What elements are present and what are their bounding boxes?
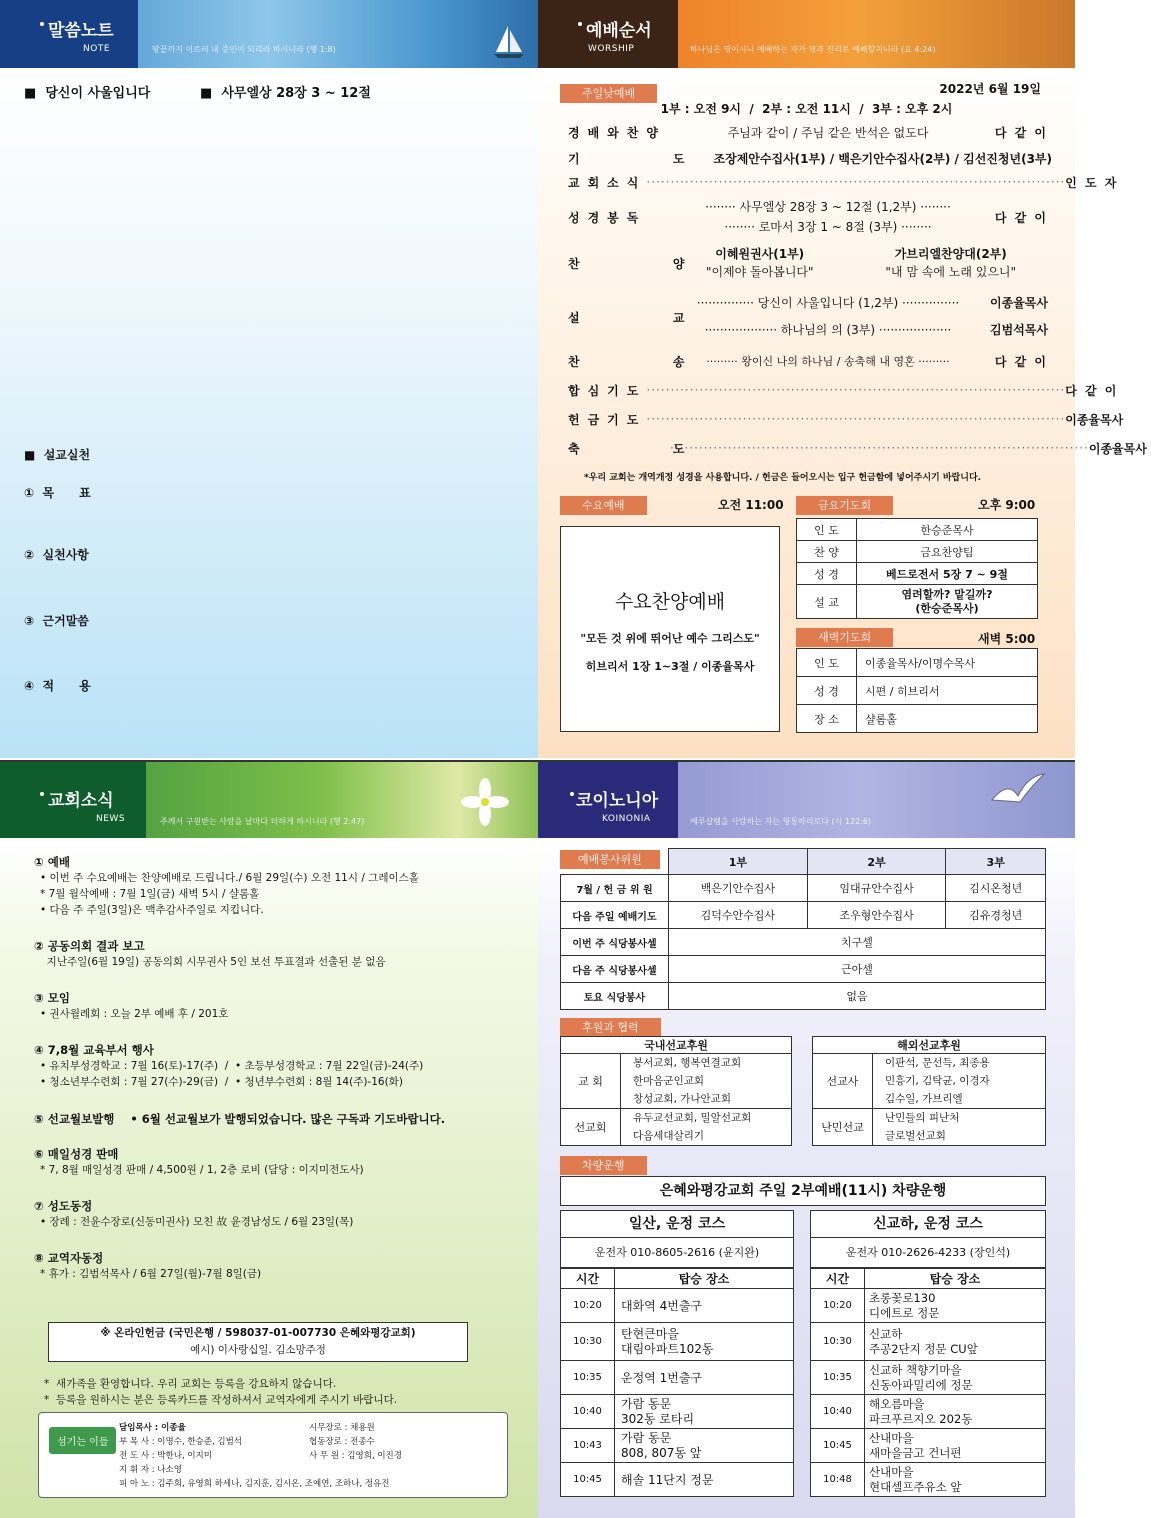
route-head xyxy=(811,1269,1046,1289)
offering-box xyxy=(48,1322,468,1362)
wed-subtitle: "모든 것 위에 뛰어난 예수 그리스도" xyxy=(580,632,760,645)
mission-val: 이판석, 문선득, 최종용 민흥기, 김탁균, 이경자 김수일, 가브리엘 xyxy=(873,1054,1046,1109)
wed-time: 오전 11:00 xyxy=(718,498,784,512)
news-item-title: ② 공동의회 결과 보고 xyxy=(34,939,145,953)
order-content: 조장제안수집사(1부) / 백은기안수집사(2부) / 김선진청년(3부) xyxy=(713,151,1052,166)
news-line: * 7, 8월 매일성경 판매 / 4,500원 / 1, 2층 로비 (담당 : 이지미전도사) xyxy=(40,1164,364,1176)
route-place: 산내마을 현대셀프주유소 앞 xyxy=(865,1463,1046,1497)
route-row xyxy=(561,1289,794,1323)
order-row xyxy=(562,348,1052,374)
order-row xyxy=(562,290,1052,344)
duty-col-3: 3부 xyxy=(946,849,1046,875)
praise-2-team: 가브리엘찬양대(2부) xyxy=(894,247,1007,261)
note-verse: 땅끝까지 이르러 내 증인이 되리라 하시니라 (행 1:8) xyxy=(152,45,336,54)
route-row xyxy=(811,1361,1046,1395)
note-title: 말씀노트 xyxy=(48,21,114,41)
route-time: 10:35 xyxy=(561,1361,615,1395)
overseas-heading: 해외선교후원 xyxy=(813,1037,1046,1054)
duty-cell: 백은기안수집사 xyxy=(669,875,808,902)
mission-overseas xyxy=(812,1036,1046,1146)
koinonia-title: 코이노니아 xyxy=(576,791,659,811)
course-title: 일산, 운정 코스 xyxy=(560,1210,794,1238)
route-head xyxy=(561,1269,794,1289)
order-leader: 다 같 이 xyxy=(994,354,1048,369)
praise-1 xyxy=(706,245,814,281)
meal-row xyxy=(561,956,1046,983)
route-row xyxy=(561,1323,794,1361)
route-time: 10:30 xyxy=(811,1323,865,1361)
dawn-val: 이종율목사/이명수목사 xyxy=(857,649,1038,677)
news-line: • 이번 주 수요예배는 찬양예배로 드립니다./ 6월 29일(수) 오전 11시 / 그레이스홀 xyxy=(40,872,419,884)
bus-title: 은혜와평강교회 주일 2부예배(11시) 차량운행 xyxy=(560,1176,1046,1206)
meal-row xyxy=(561,929,1046,956)
bus-course-1 xyxy=(560,1210,794,1497)
preacher-2: 김범석목사 xyxy=(990,323,1048,337)
fri-key: 찬 양 xyxy=(797,541,857,563)
route-place: 산내마을 새마을금고 건너편 xyxy=(865,1429,1046,1463)
driver-info: 운전자 010-2626-4233 (장인석) xyxy=(810,1238,1046,1268)
duty-col-2: 2부 xyxy=(807,849,946,875)
route-time: 10:45 xyxy=(811,1429,865,1463)
dawn-time: 새벽 5:00 xyxy=(978,632,1036,646)
news-line: * 휴가 : 김범석목사 / 6월 27일(월)-7월 8일(금) xyxy=(40,1268,262,1280)
duty-col-1: 1부 xyxy=(669,849,808,875)
order-row xyxy=(562,377,1119,403)
route-time: 10:35 xyxy=(811,1361,865,1395)
route-time: 10:30 xyxy=(561,1323,615,1361)
news-item xyxy=(34,1146,364,1178)
dawn-key: 인 도 xyxy=(797,649,857,677)
order-leader: 다 같 이 xyxy=(1065,383,1119,398)
sailboat-icon xyxy=(490,22,530,62)
order-row xyxy=(562,435,1147,461)
route-row xyxy=(811,1463,1046,1497)
staff-line: 사 무 원 : 김영희, 이진경 xyxy=(309,1451,402,1461)
duty-row xyxy=(561,875,1046,902)
koinonia-panel xyxy=(538,760,1075,1518)
note-subtitle: NOTE xyxy=(83,44,111,54)
mission-key: 교 회 xyxy=(561,1054,621,1109)
staff-box xyxy=(38,1412,508,1498)
news-item-title: ① 예배 xyxy=(34,855,70,869)
worship-verse: 하나님은 영이시니 예배하는 자가 영과 진리로 예배할지니라 (요 4:24) xyxy=(690,45,936,54)
meal-cell: 근아셀 xyxy=(669,956,1046,983)
action-label: ② 실천사항 xyxy=(24,548,89,562)
staff-line: 피 아 노 : 김주희, 유영희 하세나, 김지훈, 김시온, 조예연, 조하나, 정유진 xyxy=(119,1479,390,1489)
order-content: ········· 왕이신 나의 하나님 / 송축해 내 영혼 ········· xyxy=(706,355,950,368)
domestic-heading: 국내선교후원 xyxy=(561,1037,792,1054)
order-label: 성경봉독 xyxy=(568,210,647,225)
news-line: • 다음 주 주일(3일)은 맥추감사주일로 지킵니다. xyxy=(40,904,264,916)
duty-cell: 김유경청년 xyxy=(946,902,1046,929)
route-place: 신교하 책향기마을 신동아파밀리에 정문 xyxy=(865,1361,1046,1395)
news-item xyxy=(34,938,386,970)
goal-label: ① 목 표 xyxy=(24,486,91,500)
order-label: 축 도 xyxy=(568,441,693,456)
duty-tab-label: 예배봉사위원 xyxy=(560,850,660,869)
order-leader: 인 도 자 xyxy=(1065,175,1119,190)
news-verse: 주께서 구원받는 사람을 날마다 더하게 하시니라 (행 2:47) xyxy=(160,817,365,826)
fri-row xyxy=(797,541,1038,563)
staff-line: 협동장로 : 전종수 xyxy=(309,1437,375,1447)
koinonia-title-box xyxy=(538,762,678,838)
fri-tab xyxy=(796,494,893,515)
mission-val: 난민들의 피난처 글로벌선교회 xyxy=(873,1109,1046,1146)
dot-icon xyxy=(40,22,44,26)
news-line: • 장례 : 전윤수장로(신동미권사) 모친 故 윤경남성도 / 6월 23일(목) xyxy=(40,1216,354,1228)
mission-tab-label: 후원과 협력 xyxy=(560,1018,661,1037)
mission-key: 선교사 xyxy=(813,1054,873,1109)
duty-header-row xyxy=(561,849,1046,875)
dawn-val: 시편 / 히브리서 xyxy=(857,677,1038,705)
praise-2 xyxy=(885,245,1016,281)
fri-key: 설 교 xyxy=(797,585,857,619)
route-row xyxy=(811,1429,1046,1463)
meal-key: 토요 식당봉사 xyxy=(561,983,669,1010)
news-panel xyxy=(0,760,538,1518)
worship-notice: *우리 교회는 개역개정 성경을 사용합니다. / 헌금은 들어오시는 입구 헌금함에 넣어주시기 바랍니다. xyxy=(584,473,982,483)
meal-key: 다음 주 식당봉사셀 xyxy=(561,956,669,983)
fri-val: 한승준목사 xyxy=(857,519,1038,541)
news-line: * 7월 월삭예배 : 7월 1일(금) 새벽 5시 / 샬롬홀 xyxy=(40,888,260,900)
news-item-title: ③ 모임 xyxy=(34,991,70,1005)
offering-example: 예시) 이사랑십일. 김소망주정 xyxy=(190,1344,326,1356)
order-row xyxy=(562,406,1124,432)
meal-key: 이번 주 식당봉사셀 xyxy=(561,929,669,956)
praise-2-song: "내 맘 속에 노래 있으니" xyxy=(885,265,1017,279)
route-row xyxy=(561,1429,794,1463)
fri-table xyxy=(796,518,1038,619)
worship-panel xyxy=(538,0,1147,758)
mission-key: 난민선교 xyxy=(813,1109,873,1146)
place-heading: 탑승 장소 xyxy=(615,1269,794,1289)
dot-icon xyxy=(40,792,44,796)
fri-time: 오후 9:00 xyxy=(978,498,1036,512)
welcome-2: * 등록을 원하시는 분은 등록카드를 작성하셔서 교역자에게 주시기 바랍니다. xyxy=(44,1394,398,1406)
order-leader: 다 같 이 xyxy=(994,125,1048,140)
duty-row xyxy=(561,902,1046,929)
news-item-title: ⑧ 교역자동정 xyxy=(34,1251,104,1265)
staff-line: 시무장로 : 채용원 xyxy=(309,1423,375,1433)
order-leader xyxy=(986,290,1052,344)
wed-tab xyxy=(560,494,647,515)
time-heading: 시간 xyxy=(811,1269,865,1289)
worship-title: 예배순서 xyxy=(586,21,652,41)
place-heading: 탑승 장소 xyxy=(865,1269,1046,1289)
order-leader: 이종율목사 xyxy=(1088,441,1147,456)
flower-icon xyxy=(450,772,520,832)
fri-row xyxy=(797,585,1038,619)
order-content xyxy=(670,197,986,237)
koinonia-header xyxy=(538,762,1075,838)
order-leader: 이종율목사 xyxy=(1065,412,1124,427)
mission-key: 선교회 xyxy=(561,1109,621,1146)
order-label: 합심기도 xyxy=(568,383,647,398)
news-line: • 권사월례회 : 오늘 2부 예배 후 / 201호 xyxy=(40,1008,229,1020)
wed-reference: 히브리서 1장 1~3절 / 이종율목사 xyxy=(585,660,755,673)
praise-1-team: 이혜원권사(1부) xyxy=(715,247,805,261)
mission-row xyxy=(561,1054,792,1109)
dawn-key: 장 소 xyxy=(797,705,857,733)
seagull-icon xyxy=(988,770,1048,820)
dawn-row xyxy=(797,705,1038,733)
note-title-box xyxy=(0,0,138,68)
order-label: 설 교 xyxy=(568,310,693,325)
route-place: 해솔 11단지 정문 xyxy=(615,1463,794,1497)
worship-title-box xyxy=(538,0,678,68)
mission-head-row xyxy=(561,1037,792,1054)
order-content: ······················································································· xyxy=(670,441,1089,455)
news-line: • 청소년부수련회 : 7월 27(수)-29(금) / • 청년부수련회 : 8월 14(주)-16(화) xyxy=(40,1076,403,1088)
route-row xyxy=(561,1361,794,1395)
dawn-tab-label: 새벽기도회 xyxy=(796,628,893,647)
bus-tab xyxy=(560,1154,647,1175)
sermon-title: ■ 당신이 사울입니다 xyxy=(24,86,151,101)
duty-key: 7월 / 헌 금 위 원 xyxy=(561,875,669,902)
route-place: 해오름마을 파크푸르지오 202동 xyxy=(865,1395,1046,1429)
dot-icon xyxy=(578,22,582,26)
dawn-row xyxy=(797,649,1038,677)
sermon-1: ··············· 당신이 사울입니다 (1,2부) ··············· xyxy=(696,296,960,310)
fri-row xyxy=(797,563,1038,585)
order-content: ······················································································· xyxy=(646,175,1066,189)
route-place: 신교하 주공2단지 정문 CU앞 xyxy=(865,1323,1046,1361)
mission-domestic xyxy=(560,1036,792,1146)
duty-table xyxy=(560,848,1046,1010)
route-time: 10:48 xyxy=(811,1463,865,1497)
fri-tab-label: 금요기도회 xyxy=(796,496,893,515)
route-place: 초롱꽃로130 디에트로 정문 xyxy=(865,1289,1046,1323)
route-place: 운정역 1번출구 xyxy=(615,1361,794,1395)
mission-val: 유두교선교회, 밀알선교회 다음세대살리기 xyxy=(621,1109,792,1146)
mission-row xyxy=(813,1109,1046,1146)
duty-cell: 임대규안수집사 xyxy=(807,875,946,902)
duty-cell: 김덕수안수집사 xyxy=(669,902,808,929)
route-row xyxy=(811,1395,1046,1429)
fri-row xyxy=(797,519,1038,541)
order-list xyxy=(562,118,1147,468)
note-header xyxy=(0,0,538,68)
route-row xyxy=(561,1463,794,1497)
order-row xyxy=(562,196,1052,238)
note-panel xyxy=(0,0,538,758)
sermon-2: ··················· 하나님의 의 (3부) ··················· xyxy=(704,323,952,337)
order-content xyxy=(670,245,1052,281)
practice-heading: ■ 설교실천 xyxy=(24,448,91,462)
news-subtitle: NEWS xyxy=(96,814,126,824)
koinonia-subtitle: KOINONIA xyxy=(602,814,651,824)
route-time: 10:20 xyxy=(561,1289,615,1323)
basis-label: ③ 근거말씀 xyxy=(24,614,89,628)
fri-key: 성 경 xyxy=(797,563,857,585)
news-item xyxy=(34,990,228,1022)
praise-1-song: "이제야 돌아봅니다" xyxy=(705,265,814,279)
news-line: • 유치부성경학교 : 7월 16(토)-17(주) / • 초등부성경학교 : 7월 22일(금)-24(주) xyxy=(40,1060,424,1072)
route-place: 탄현큰마을 대림아파트102동 xyxy=(615,1323,794,1361)
news-item xyxy=(34,1042,423,1090)
order-label: 경배와찬양 xyxy=(568,125,666,140)
reading-1: ········ 사무엘상 28장 3 ~ 12절 (1,2부) ········ xyxy=(705,200,951,214)
news-item xyxy=(34,1250,261,1282)
fri-val: 염려할까? 맡길까? (한승준목사) xyxy=(857,585,1038,619)
news-item-title: ④ 7,8월 교육부서 행사 xyxy=(34,1043,154,1057)
route-place: 가람 동문 808, 807동 앞 xyxy=(615,1429,794,1463)
worship-subtitle: WORSHIP xyxy=(588,44,635,54)
duty-key: 다음 주일 예배기도 xyxy=(561,902,669,929)
worship-times: 1부 : 오전 9시 / 2부 : 오전 11시 / 3부 : 오후 2시 xyxy=(660,102,953,116)
driver-info: 운전자 010-8605-2616 (윤지완) xyxy=(560,1238,794,1268)
fri-val: 금요찬양팀 xyxy=(857,541,1038,563)
route-place: 가람 동문 302동 로타리 xyxy=(615,1395,794,1429)
mission-head-row xyxy=(813,1037,1046,1054)
route-time: 10:43 xyxy=(561,1429,615,1463)
mission-val: 봉서교회, 행복연결교회 한마음군인교회 창성교회, 가나안교회 xyxy=(621,1054,792,1109)
dot-icon xyxy=(570,792,574,796)
route-time: 10:40 xyxy=(561,1395,615,1429)
staff-right xyxy=(309,1421,402,1463)
order-label: 기 도 xyxy=(568,151,693,166)
meal-cell: 없음 xyxy=(669,983,1046,1010)
mission-row xyxy=(561,1109,792,1146)
worship-header xyxy=(538,0,1075,68)
news-item xyxy=(34,1111,445,1127)
welcome-1: * 새가족을 환영합니다. 우리 교회는 등록을 강요하지 않습니다. xyxy=(44,1378,337,1390)
offering-account: ※ 온라인헌금 (국민은행 / 598037-01-007730 은혜와평강교회) xyxy=(100,1327,416,1339)
worship-date: 2022년 6월 19일 xyxy=(939,82,1041,96)
dawn-tab xyxy=(796,626,893,647)
order-row xyxy=(562,242,1052,284)
order-content xyxy=(670,290,986,344)
dawn-val: 샬롬홀 xyxy=(857,705,1038,733)
dawn-table xyxy=(796,648,1038,733)
sermon-passage: ■ 사무엘상 28장 3 ~ 12절 xyxy=(200,86,371,101)
dawn-row xyxy=(797,677,1038,705)
order-label: 교회소식 xyxy=(568,175,647,190)
wed-tab-label: 수요예배 xyxy=(560,496,647,515)
time-heading: 시간 xyxy=(561,1269,615,1289)
route-row xyxy=(811,1289,1046,1323)
news-item-title: ⑤ 선교월보발행 • 6월 선교월보가 발행되었습니다. 많은 구독과 기도바랍니다. xyxy=(34,1112,446,1126)
news-header xyxy=(0,762,538,838)
wed-title: 수요찬양예배 xyxy=(614,591,726,613)
bus-course-2 xyxy=(810,1210,1046,1497)
course-title: 신교하, 운정 코스 xyxy=(810,1210,1046,1238)
order-row xyxy=(562,120,1052,144)
order-label: 헌금기도 xyxy=(568,412,647,427)
wed-box xyxy=(560,526,780,732)
staff-line: 지 휘 자 : 나소영 xyxy=(119,1465,182,1475)
meal-row xyxy=(561,983,1046,1010)
duty-cell: 조우형안수집사 xyxy=(807,902,946,929)
news-line: 지난주일(6월 19일) 공동의회 시무권사 5인 보선 투표결과 선출된 분 없음 xyxy=(40,956,386,968)
duty-cell: 김시온청년 xyxy=(946,875,1046,902)
news-item-title: ⑥ 매일성경 판매 xyxy=(34,1147,119,1161)
sunday-tab-label: 주일낮예배 xyxy=(560,84,657,103)
order-label: 찬 송 xyxy=(568,354,693,369)
bus-tab-label: 차량운행 xyxy=(560,1156,647,1175)
staff-line: 전 도 사 : 박한나, 이지미 xyxy=(119,1451,212,1461)
order-row xyxy=(562,170,1119,194)
news-title-box xyxy=(0,762,146,838)
order-label: 찬 양 xyxy=(568,256,693,271)
order-content: ······················································································· xyxy=(646,383,1066,397)
route-place: 대화역 4번출구 xyxy=(615,1289,794,1323)
route-table xyxy=(560,1268,794,1497)
route-table xyxy=(810,1268,1046,1497)
route-time: 10:40 xyxy=(811,1395,865,1429)
news-title: 교회소식 xyxy=(48,791,114,811)
mission-row xyxy=(813,1054,1046,1109)
order-row xyxy=(562,146,1052,170)
route-row xyxy=(811,1323,1046,1361)
staff-tab: 섬기는 이들 xyxy=(49,1427,116,1454)
order-leader: 다 같 이 xyxy=(994,210,1048,225)
news-item xyxy=(34,1198,353,1230)
reading-2: ········ 로마서 3장 1 ~ 8절 (3부) ········ xyxy=(724,220,932,234)
staff-line: 담임목사 : 이종율 xyxy=(119,1423,186,1433)
preacher-1: 이종율목사 xyxy=(990,296,1048,310)
fri-key: 인 도 xyxy=(797,519,857,541)
route-time: 10:45 xyxy=(561,1463,615,1497)
order-content: 주님과 같이 / 주님 같은 반석은 없도다 xyxy=(727,125,929,140)
news-item-title: ⑦ 성도동정 xyxy=(34,1199,93,1213)
mission-tab xyxy=(560,1016,661,1037)
koinonia-verse: 예루살렘을 사랑하는 자는 형통하리로다 (시 122:6) xyxy=(690,817,872,826)
route-row xyxy=(561,1395,794,1429)
staff-line: 부 목 사 : 이명수, 한승준, 김범석 xyxy=(119,1437,243,1447)
news-item xyxy=(34,854,419,918)
route-time: 10:20 xyxy=(811,1289,865,1323)
fri-val: 베드로전서 5장 7 ~ 9절 xyxy=(857,563,1038,585)
apply-label: ④ 적 용 xyxy=(24,679,91,693)
dawn-key: 성 경 xyxy=(797,677,857,705)
meal-cell: 치구셀 xyxy=(669,929,1046,956)
order-content: ······················································································· xyxy=(646,412,1066,426)
